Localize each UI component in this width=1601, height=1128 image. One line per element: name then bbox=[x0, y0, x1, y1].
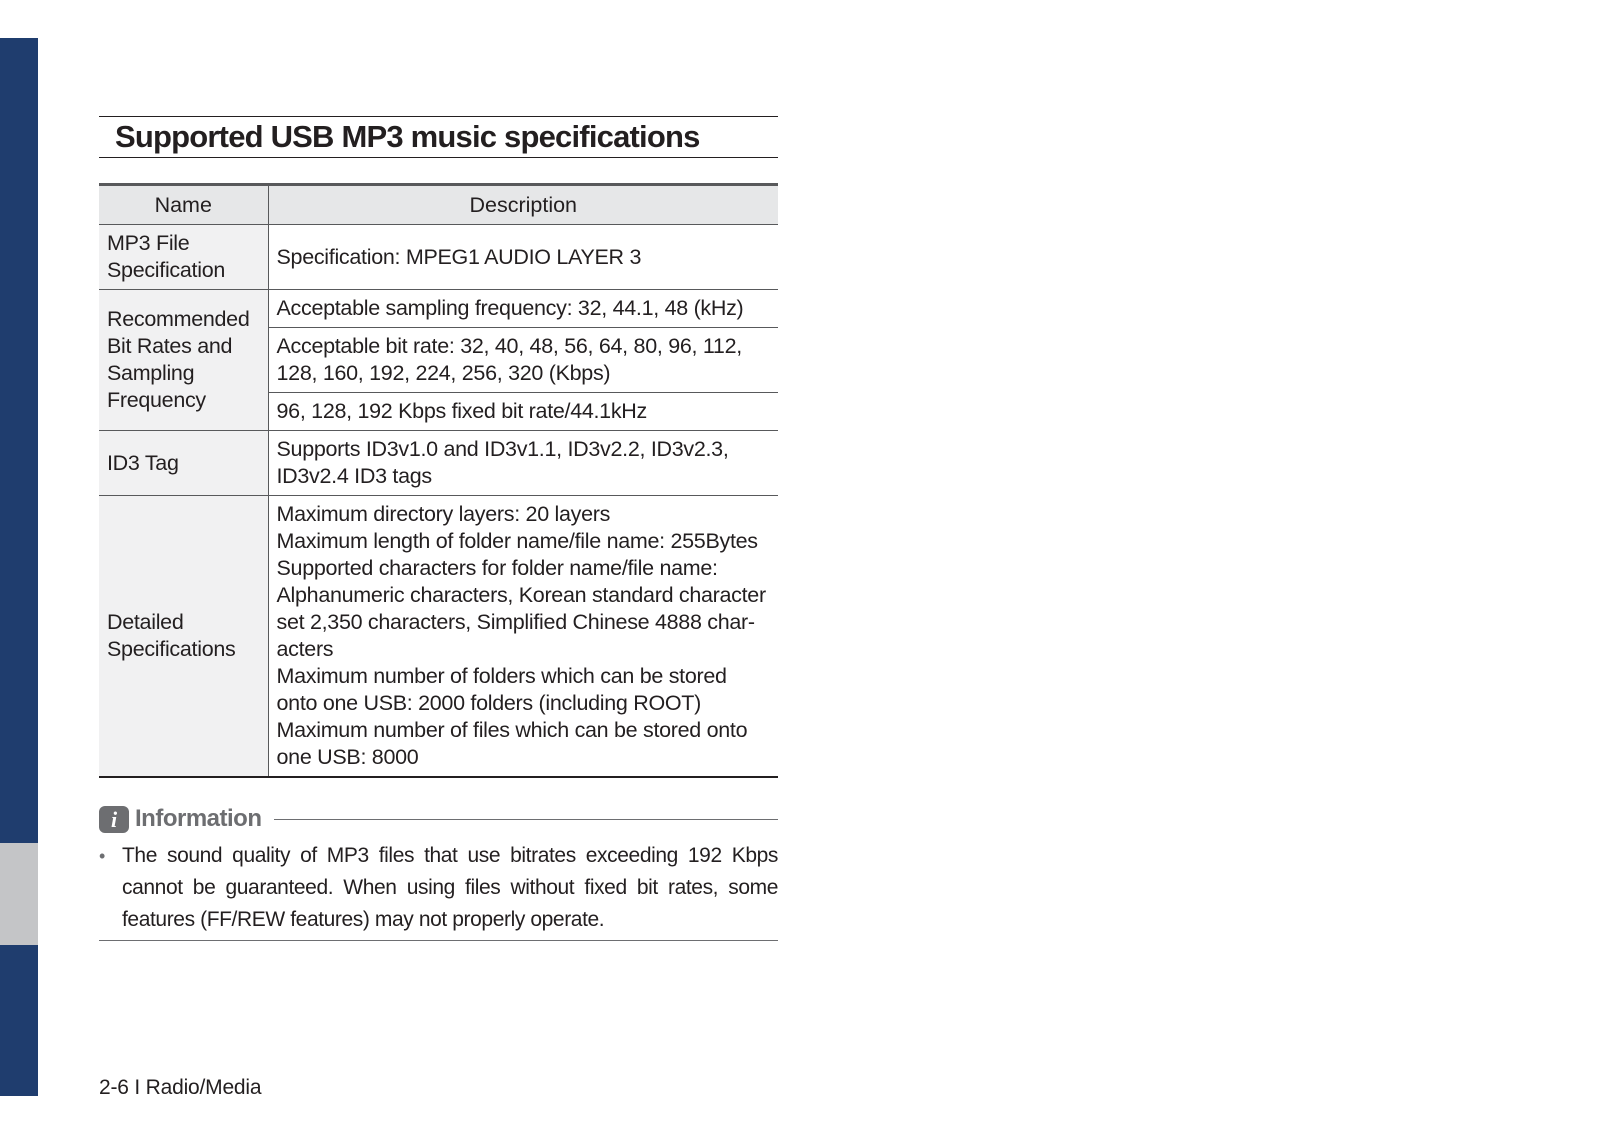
row-name-line: Frequency bbox=[107, 388, 206, 412]
row-name-line: Specifications bbox=[107, 637, 236, 661]
column-header-description: Description bbox=[268, 185, 778, 225]
page-content bbox=[99, 116, 778, 941]
description-line: Supports ID3v1.0 and ID3v1.1, ID3v2.2, ID3v2.3, bbox=[276, 437, 729, 461]
row-name-line: MP3 File bbox=[107, 231, 190, 255]
table-row bbox=[99, 496, 778, 778]
row-name-cell bbox=[99, 290, 268, 431]
row-description-cell bbox=[268, 393, 778, 431]
column-header-name: Name bbox=[99, 185, 268, 225]
information-text: The sound quality of MP3 files that use bitrates exceeding 192 Kbps cannot be guaranteed. When using files without fixed bit rates, some features (FF/REW features) may not properly operate. bbox=[122, 844, 778, 931]
information-note bbox=[99, 840, 778, 941]
information-label: Information bbox=[135, 805, 262, 832]
table-header-row bbox=[99, 185, 778, 225]
spec-table bbox=[99, 183, 778, 778]
chapter-tab-marker bbox=[0, 843, 38, 945]
description-line: Maximum number of folders which can be stored bbox=[276, 664, 727, 688]
row-description-cell bbox=[268, 290, 778, 328]
row-name-line: Detailed bbox=[107, 610, 184, 634]
row-name-line: Bit Rates and bbox=[107, 334, 233, 358]
row-description-cell bbox=[268, 431, 778, 496]
row-name-cell bbox=[99, 431, 268, 496]
table-row bbox=[99, 431, 778, 496]
bullet-icon: • bbox=[99, 846, 105, 866]
information-divider bbox=[274, 819, 779, 820]
row-name-line: Recommended bbox=[107, 307, 250, 331]
information-header bbox=[99, 804, 778, 834]
description-line: Maximum directory layers: 20 layers bbox=[276, 502, 611, 526]
description-line: acters bbox=[276, 637, 334, 661]
description-line: Specification: MPEG1 AUDIO LAYER 3 bbox=[276, 244, 642, 269]
description-line: onto one USB: 2000 folders (including ROOT) bbox=[276, 691, 701, 715]
description-line: Acceptable bit rate: 32, 40, 48, 56, 64, 80, 96, 112, bbox=[276, 334, 742, 358]
description-line: Maximum number of files which can be stored onto bbox=[276, 718, 748, 742]
description-line: Maximum length of folder name/file name: 255Bytes bbox=[276, 529, 758, 553]
row-description-cell bbox=[268, 225, 778, 290]
info-icon: i bbox=[99, 806, 129, 833]
row-name-cell bbox=[99, 496, 268, 778]
row-description-cell bbox=[268, 328, 778, 393]
row-name-line: ID3 Tag bbox=[107, 450, 179, 475]
description-line: 128, 160, 192, 224, 256, 320 (Kbps) bbox=[276, 361, 611, 385]
description-line: ID3v2.4 ID3 tags bbox=[276, 464, 432, 488]
row-description-cell bbox=[268, 496, 778, 778]
description-line: 96, 128, 192 Kbps fixed bit rate/44.1kHz bbox=[276, 399, 647, 423]
description-line: Acceptable sampling frequency: 32, 44.1, 48 (kHz) bbox=[276, 296, 744, 320]
row-name-cell bbox=[99, 225, 268, 290]
description-line: Alphanumeric characters, Korean standard character bbox=[276, 583, 766, 607]
page-footer: 2-6 I Radio/Media bbox=[99, 1076, 262, 1099]
description-line: Supported characters for folder name/file name: bbox=[276, 556, 718, 580]
table-row bbox=[99, 290, 778, 328]
description-line: one USB: 8000 bbox=[276, 745, 419, 769]
description-line: set 2,350 characters, Simplified Chinese 4888 char- bbox=[276, 610, 755, 634]
row-name-line: Specification bbox=[107, 258, 226, 282]
page-title: Supported USB MP3 music specifications bbox=[99, 116, 778, 158]
row-name-line: Sampling bbox=[107, 361, 195, 385]
table-row bbox=[99, 225, 778, 290]
